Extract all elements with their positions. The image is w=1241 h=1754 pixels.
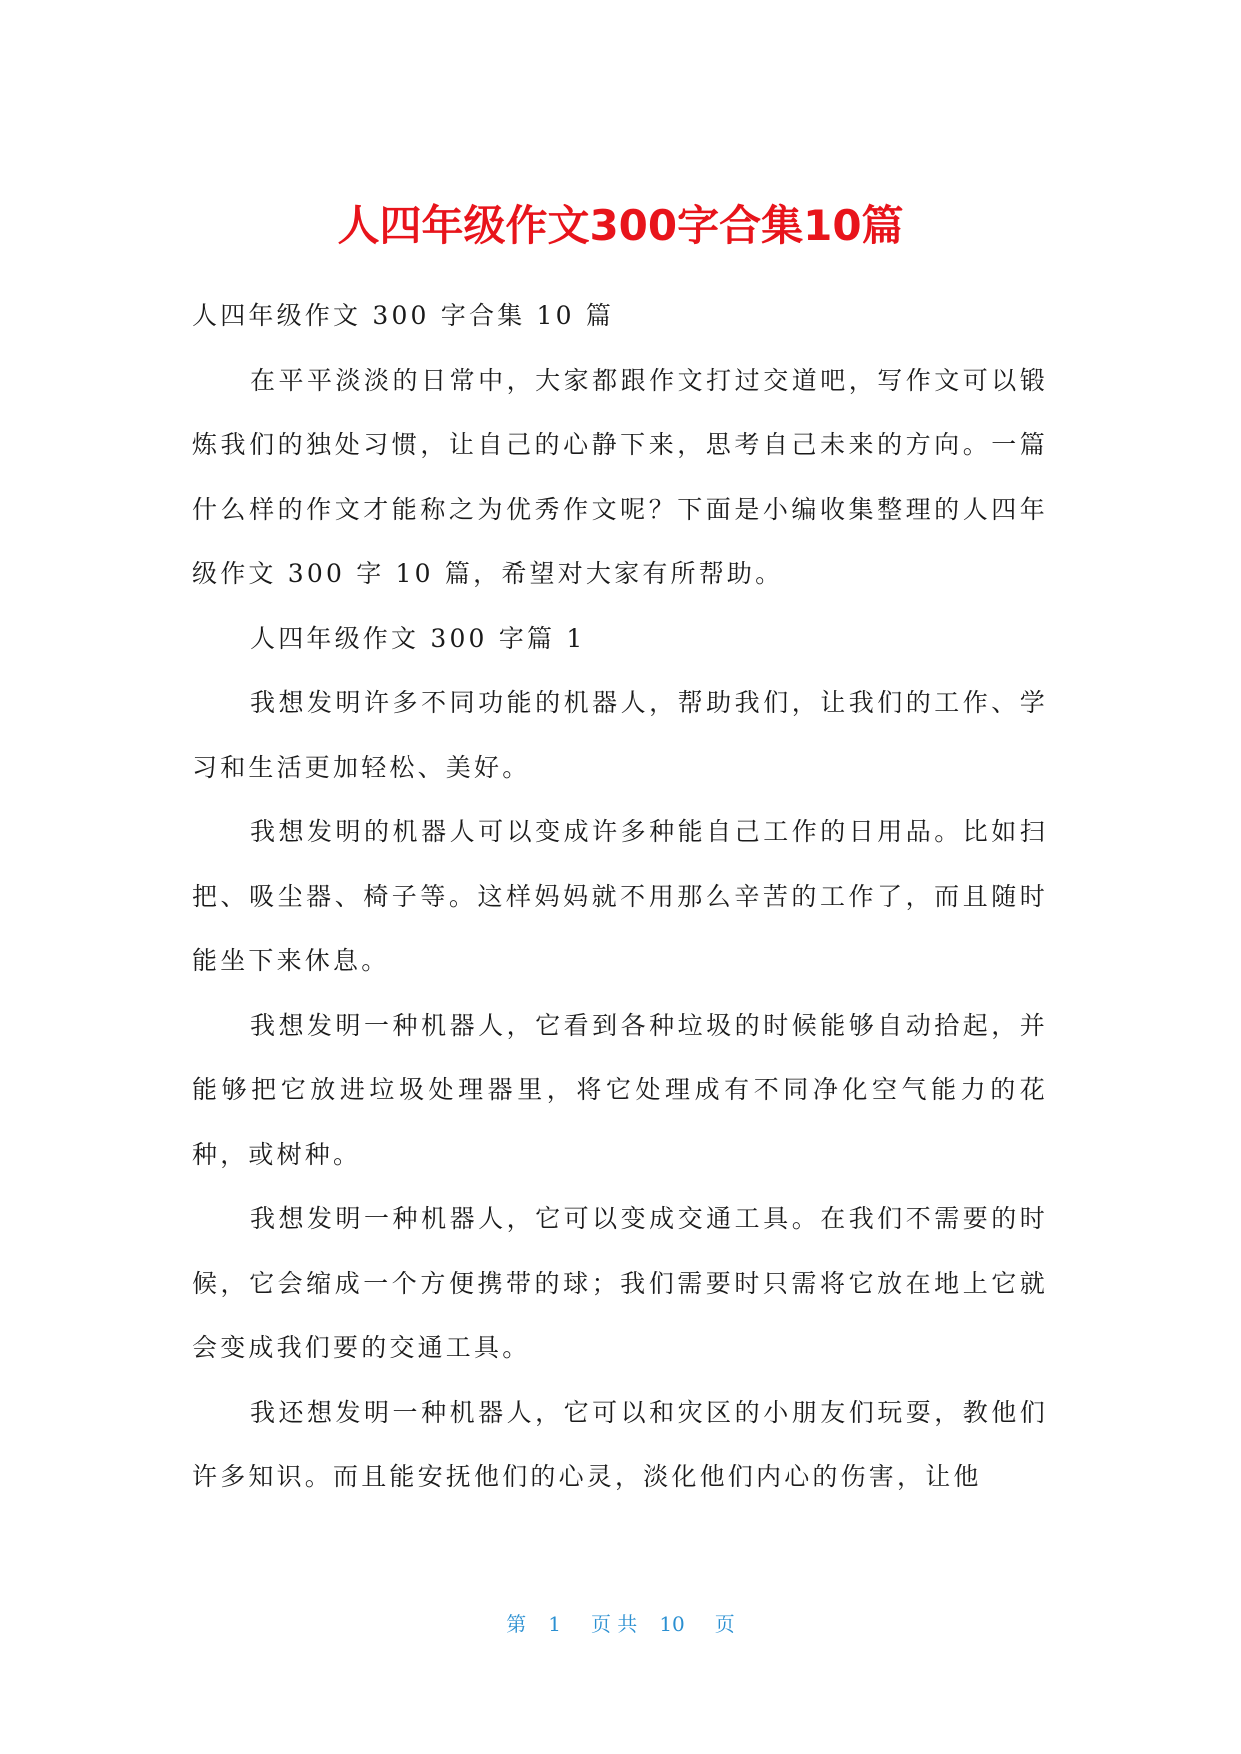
paragraph: 我想发明一种机器人，它看到各种垃圾的时候能够自动拾起，并能够把它放进垃圾处理器里，将它处理成有不同净化空气能力的花种，或树种。 (192, 1010, 1048, 1169)
paragraph: 我想发明许多不同功能的机器人，帮助我们，让我们的工作、学习和生活更加轻松、美好。 (192, 688, 1048, 782)
section-heading: 人四年级作文 300 字篇 1 (250, 623, 586, 653)
page-footer (0, 1610, 1241, 1638)
paragraph: 我想发明一种机器人，它可以变成交通工具。在我们不需要的时候，它会缩成一个方便携带的球；我们需要时只需将它放在地上它就会变成我们要的交通工具。 (192, 1204, 1048, 1362)
document-title: 人四年级作文300字合集10篇 (337, 201, 904, 250)
paragraph-intro: 在平平淡淡的日常中，大家都跟作文打过交道吧，写作文可以锻炼我们的独处习惯，让自己的心静下来，思考自己未来的方向。一篇什么样的作文才能称之为优秀作文呢？下面是小编收集整理的人四年级作文 300 字 10 篇，希望对大家有所帮助。 (192, 365, 1048, 588)
footer-page-mid: 页 共 (590, 1612, 638, 1636)
footer-page-prefix: 第 (506, 1612, 527, 1636)
document-subtitle: 人四年级作文 300 字合集 10 篇 (192, 301, 615, 330)
footer-page-number: 1 (548, 1612, 561, 1636)
footer-page-suffix: 页 (714, 1612, 735, 1636)
paragraph: 我还想发明一种机器人，它可以和灾区的小朋友们玩耍，教他们许多知识。而且能安抚他们的心灵，淡化他们内心的伤害，让他 (192, 1397, 1048, 1491)
footer-page-total: 10 (659, 1612, 685, 1636)
paragraph: 我想发明的机器人可以变成许多种能自己工作的日用品。比如扫把、吸尘器、椅子等。这样妈妈就不用那么辛苦的工作了，而且随时能坐下来休息。 (192, 817, 1048, 975)
document-body (192, 284, 1048, 1510)
